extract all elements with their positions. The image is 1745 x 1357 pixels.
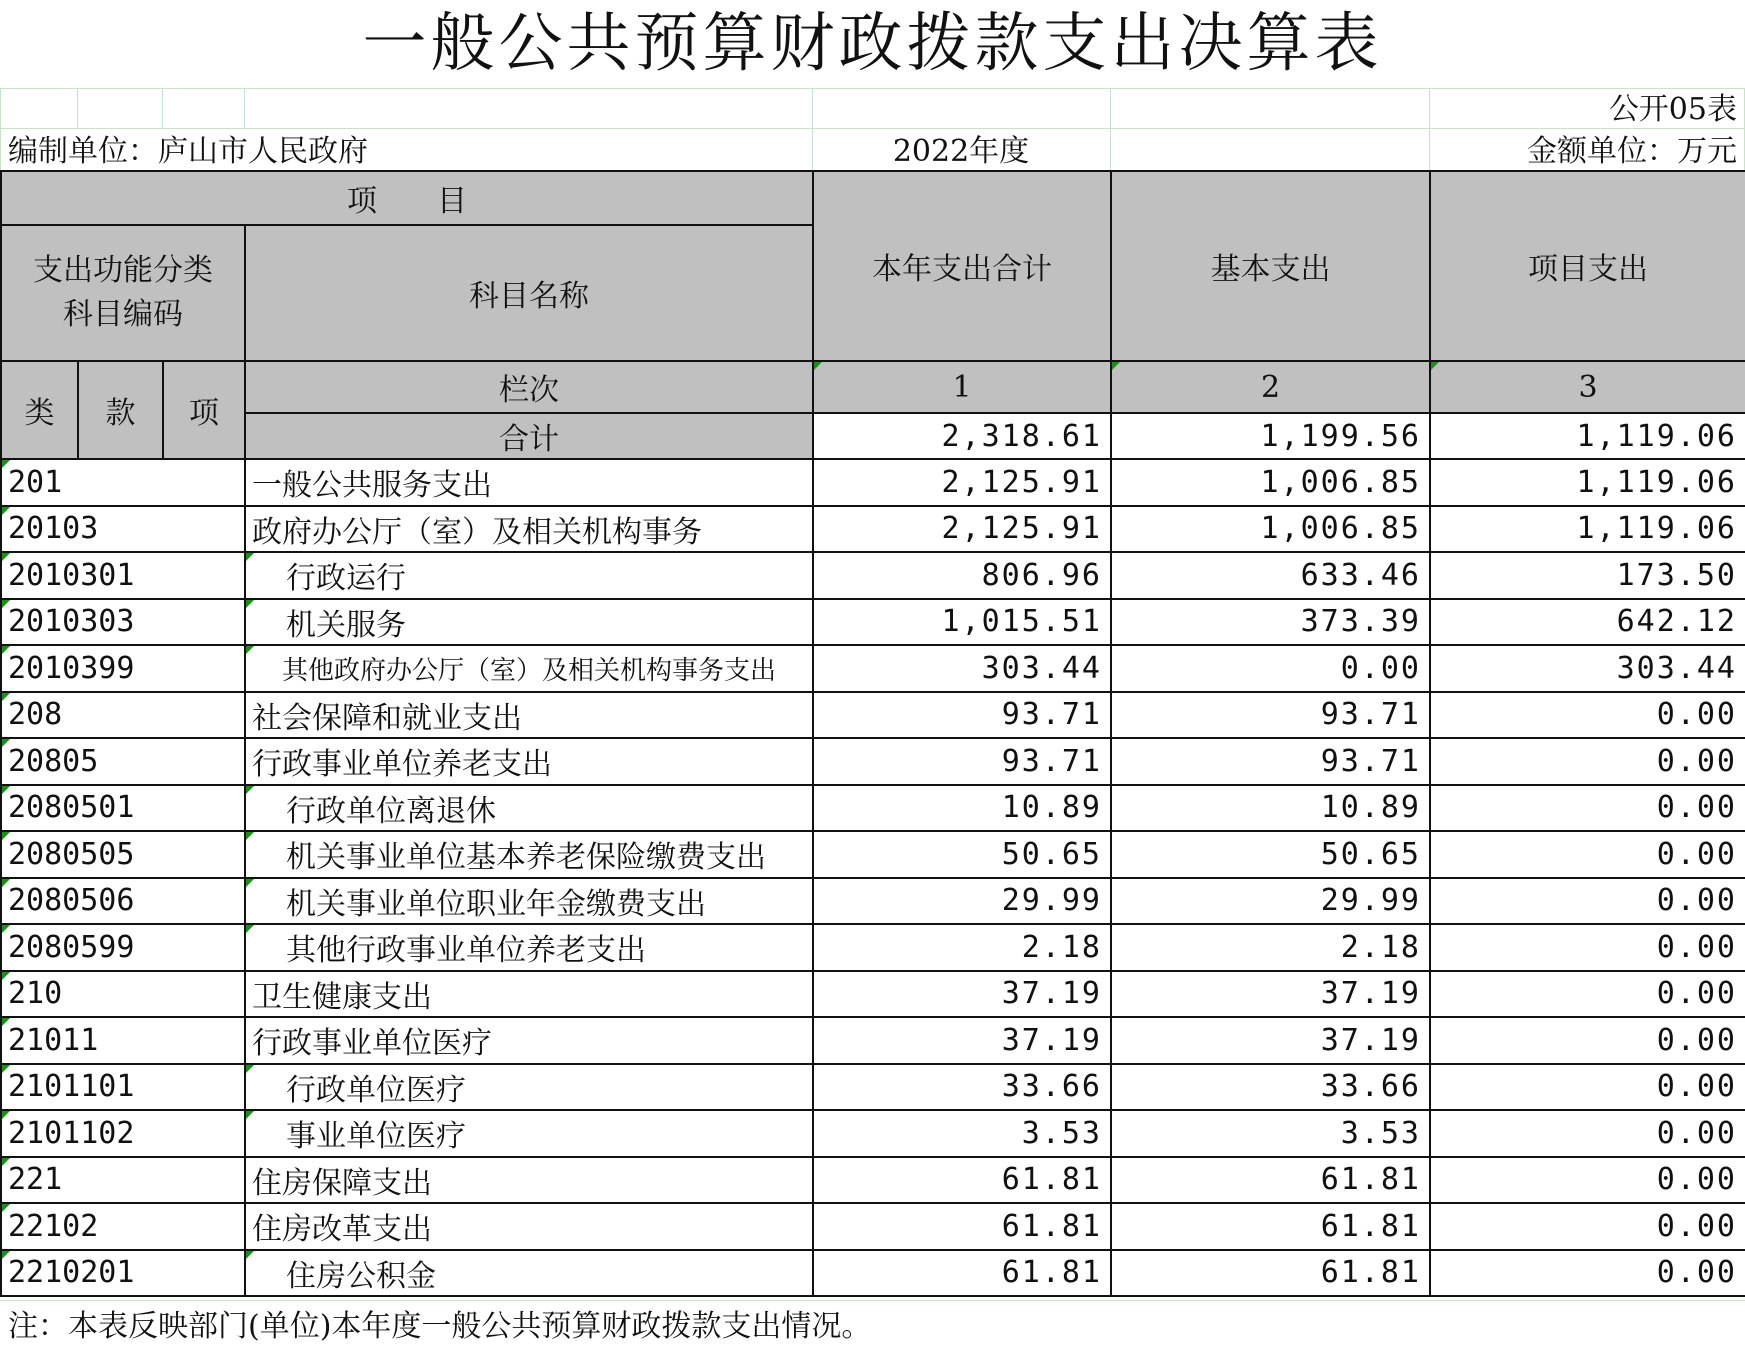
row-c3[interactable]: 0.00: [1430, 1110, 1745, 1157]
title-band: [0, 0, 1745, 89]
total-c1[interactable]: 2,318.61: [813, 413, 1111, 459]
row-c1[interactable]: 29.99: [813, 878, 1111, 925]
row-c2[interactable]: 3.53: [1111, 1110, 1430, 1157]
row-c3[interactable]: 0.00: [1430, 785, 1745, 832]
row-name[interactable]: 一般公共服务支出: [245, 459, 813, 506]
row-c3[interactable]: 0.00: [1430, 831, 1745, 878]
row-c3[interactable]: 1,119.06: [1430, 459, 1745, 506]
table-row: [1, 1064, 1745, 1111]
total-c2[interactable]: 1,199.56: [1111, 413, 1430, 459]
row-c1[interactable]: 303.44: [813, 645, 1111, 692]
row-c2[interactable]: 10.89: [1111, 785, 1430, 832]
row-c2[interactable]: 37.19: [1111, 1017, 1430, 1064]
row-c3[interactable]: 0.00: [1430, 1017, 1745, 1064]
form-number[interactable]: 公开05表: [1608, 92, 1737, 127]
row-c1[interactable]: 3.53: [813, 1110, 1111, 1157]
row-code[interactable]: 2101102: [1, 1110, 245, 1157]
row-code[interactable]: 2080501: [1, 785, 245, 832]
row-code[interactable]: 21011: [1, 1017, 245, 1064]
row-c2[interactable]: 33.66: [1111, 1064, 1430, 1111]
row-name[interactable]: 行政事业单位养老支出: [245, 738, 813, 785]
row-code[interactable]: 2080506: [1, 878, 245, 925]
gridline: [77, 88, 78, 128]
row-c3[interactable]: 303.44: [1430, 645, 1745, 692]
row-name[interactable]: 行政单位医疗: [245, 1064, 813, 1111]
table-row: [1, 645, 1745, 692]
header-col1[interactable]: 本年支出合计: [813, 171, 1111, 361]
table-row: [1, 878, 1745, 925]
gridline: [1110, 88, 1111, 170]
row-name[interactable]: 机关事业单位基本养老保险缴费支出: [245, 831, 813, 878]
table-row: [1, 1017, 1745, 1064]
row-c1[interactable]: 33.66: [813, 1064, 1111, 1111]
row-name[interactable]: 行政单位离退休: [245, 785, 813, 832]
row-c2[interactable]: 37.19: [1111, 971, 1430, 1018]
gridline: [244, 88, 245, 128]
row-c2[interactable]: 2.18: [1111, 924, 1430, 971]
row-c1[interactable]: 806.96: [813, 552, 1111, 599]
row-c3[interactable]: 0.00: [1430, 878, 1745, 925]
row-c2[interactable]: 1,006.85: [1111, 506, 1430, 553]
row-c2[interactable]: 61.81: [1111, 1250, 1430, 1297]
row-code[interactable]: 2080599: [1, 924, 245, 971]
row-name[interactable]: 机关事业单位职业年金缴费支出: [245, 878, 813, 925]
row-name[interactable]: 社会保障和就业支出: [245, 692, 813, 739]
row-c3[interactable]: 0.00: [1430, 924, 1745, 971]
table-note[interactable]: 注：本表反映部门(单位)本年度一般公共预算财政拨款支出情况。: [8, 1309, 872, 1344]
row-c1[interactable]: 93.71: [813, 738, 1111, 785]
row-name[interactable]: 其他政府办公厅（室）及相关机构事务支出: [245, 645, 813, 692]
row-c3[interactable]: 1,119.06: [1430, 506, 1745, 553]
row-code[interactable]: 22102: [1, 1203, 245, 1250]
table-row: [1, 971, 1745, 1018]
header-kuan[interactable]: 款: [78, 361, 163, 459]
row-c3[interactable]: 0.00: [1430, 971, 1745, 1018]
row-c1[interactable]: 1,015.51: [813, 599, 1111, 646]
org-label[interactable]: 编制单位：庐山市人民政府: [8, 134, 368, 169]
table-row: [1, 1203, 1745, 1250]
row-code[interactable]: 20103: [1, 506, 245, 553]
total-c3[interactable]: 1,119.06: [1430, 413, 1745, 459]
header-n3[interactable]: 3: [1430, 361, 1745, 413]
table-row: [1, 1157, 1745, 1204]
row-c3[interactable]: 0.00: [1430, 1250, 1745, 1297]
row-name[interactable]: 事业单位医疗: [245, 1110, 813, 1157]
row-code[interactable]: 208: [1, 692, 245, 739]
table-row: [1, 738, 1745, 785]
header-code-col[interactable]: 支出功能分类科目编码: [1, 225, 245, 361]
gridline: [162, 88, 163, 128]
row-c1[interactable]: 10.89: [813, 785, 1111, 832]
row-name[interactable]: 卫生健康支出: [245, 971, 813, 1018]
row-c3[interactable]: 0.00: [1430, 692, 1745, 739]
row-name[interactable]: 行政事业单位医疗: [245, 1017, 813, 1064]
header-col2[interactable]: 基本支出: [1111, 171, 1430, 361]
row-c3[interactable]: 0.00: [1430, 738, 1745, 785]
row-c2[interactable]: 633.46: [1111, 552, 1430, 599]
row-c2[interactable]: 0.00: [1111, 645, 1430, 692]
row-c2[interactable]: 50.65: [1111, 831, 1430, 878]
table-row: [1, 459, 1745, 506]
row-code[interactable]: 2210201: [1, 1250, 245, 1297]
row-code[interactable]: 221: [1, 1157, 245, 1204]
table-row: [1, 599, 1745, 646]
row-c1[interactable]: 50.65: [813, 831, 1111, 878]
row-code[interactable]: 2080505: [1, 831, 245, 878]
row-c2[interactable]: 373.39: [1111, 599, 1430, 646]
year-label[interactable]: 2022年度: [892, 134, 1030, 169]
table-row: [1, 1110, 1745, 1157]
row-c1[interactable]: 2,125.91: [813, 506, 1111, 553]
gridline: [0, 128, 1745, 129]
row-c1[interactable]: 61.81: [813, 1250, 1111, 1297]
header-n2[interactable]: 2: [1111, 361, 1430, 413]
table-row: [1, 924, 1745, 971]
row-c1[interactable]: 37.19: [813, 971, 1111, 1018]
row-code[interactable]: 20805: [1, 738, 245, 785]
row-c1[interactable]: 61.81: [813, 1157, 1111, 1204]
row-c2[interactable]: 61.81: [1111, 1157, 1430, 1204]
header-col3[interactable]: 项目支出: [1430, 171, 1745, 361]
row-name[interactable]: 行政运行: [245, 552, 813, 599]
row-code[interactable]: 210: [1, 971, 245, 1018]
row-c1[interactable]: 2,125.91: [813, 459, 1111, 506]
row-c3[interactable]: 0.00: [1430, 1203, 1745, 1250]
table-row: [1, 692, 1745, 739]
row-c1[interactable]: 2.18: [813, 924, 1111, 971]
row-code[interactable]: 2010301: [1, 552, 245, 599]
budget-table: [0, 170, 1745, 1297]
header-lei[interactable]: 类: [1, 361, 78, 459]
row-c2[interactable]: 93.71: [1111, 692, 1430, 739]
table-row: [1, 552, 1745, 599]
row-c1[interactable]: 37.19: [813, 1017, 1111, 1064]
row-name[interactable]: 其他行政事业单位养老支出: [245, 924, 813, 971]
header-name-col[interactable]: 科目名称: [245, 225, 813, 361]
data-rows: [1, 459, 1745, 1296]
row-code[interactable]: 2101101: [1, 1064, 245, 1111]
row-c2[interactable]: 61.81: [1111, 1203, 1430, 1250]
row-c1[interactable]: 93.71: [813, 692, 1111, 739]
table-row: [1, 506, 1745, 553]
header-xiang[interactable]: 项: [163, 361, 245, 459]
header-project[interactable]: 项 目: [1, 171, 813, 225]
row-name[interactable]: 住房保障支出: [245, 1157, 813, 1204]
row-code[interactable]: 2010303: [1, 599, 245, 646]
unit-label[interactable]: 金额单位：万元: [1527, 134, 1737, 169]
table-row: [1, 831, 1745, 878]
row-c2[interactable]: 93.71: [1111, 738, 1430, 785]
total-label[interactable]: 合计: [245, 413, 813, 459]
row-c3[interactable]: 0.00: [1430, 1157, 1745, 1204]
row-name[interactable]: 住房改革支出: [245, 1203, 813, 1250]
row-name[interactable]: 政府办公厅（室）及相关机构事务: [245, 506, 813, 553]
row-name[interactable]: 机关服务: [245, 599, 813, 646]
gridline: [1429, 88, 1430, 170]
header-n1[interactable]: 1: [813, 361, 1111, 413]
row-c3[interactable]: 173.50: [1430, 552, 1745, 599]
sheet-title[interactable]: 一般公共预算财政拨款支出决算表: [362, 7, 1383, 81]
row-code[interactable]: 201: [1, 459, 245, 506]
table-row: [1, 785, 1745, 832]
gridline: [0, 88, 1, 170]
row-c1[interactable]: 61.81: [813, 1203, 1111, 1250]
note-row: [0, 1300, 1745, 1357]
header-lanci[interactable]: 栏次: [245, 361, 813, 413]
row-c3[interactable]: 0.00: [1430, 1064, 1745, 1111]
row-c2[interactable]: 29.99: [1111, 878, 1430, 925]
row-name[interactable]: 住房公积金: [245, 1250, 813, 1297]
row-code[interactable]: 2010399: [1, 645, 245, 692]
table-row: [1, 1250, 1745, 1297]
row-c3[interactable]: 642.12: [1430, 599, 1745, 646]
row-c2[interactable]: 1,006.85: [1111, 459, 1430, 506]
